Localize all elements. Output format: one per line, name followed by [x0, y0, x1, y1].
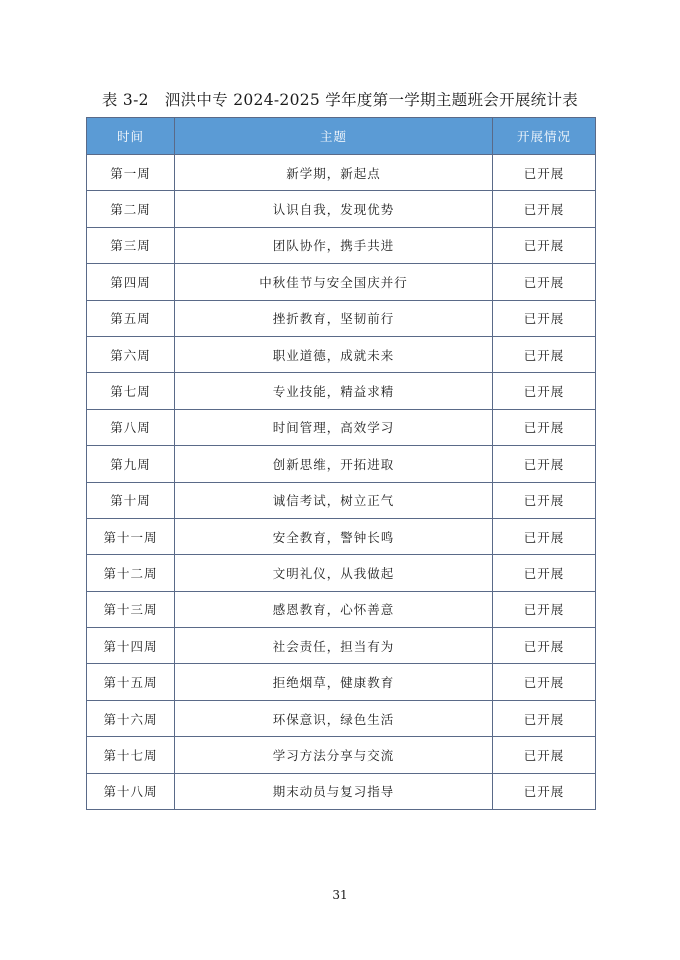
table-row [87, 591, 596, 627]
status-cell: 已开展 [493, 773, 596, 809]
table-row [87, 700, 596, 736]
status-cell: 已开展 [493, 373, 596, 409]
table-row [87, 773, 596, 809]
topic-cell: 专业技能，精益求精 [175, 373, 493, 409]
class-meeting-table [86, 117, 596, 810]
header-topic: 主题 [175, 118, 493, 155]
week-cell: 第九周 [87, 446, 175, 482]
week-cell: 第十八周 [87, 773, 175, 809]
table-caption-label: 表 3-2 [101, 91, 149, 109]
topic-cell: 感恩教育，心怀善意 [175, 591, 493, 627]
header-status: 开展情况 [493, 118, 596, 155]
table-row [87, 446, 596, 482]
topic-cell: 文明礼仪，从我做起 [175, 555, 493, 591]
status-cell: 已开展 [493, 628, 596, 664]
topic-cell: 诚信考试，树立正气 [175, 482, 493, 518]
table-row [87, 191, 596, 227]
table-row [87, 737, 596, 773]
table-row [87, 300, 596, 336]
table-row [87, 336, 596, 372]
status-cell: 已开展 [493, 300, 596, 336]
week-cell: 第三周 [87, 227, 175, 263]
status-cell: 已开展 [493, 446, 596, 482]
status-cell: 已开展 [493, 264, 596, 300]
topic-cell: 创新思维，开拓进取 [175, 446, 493, 482]
topic-cell: 社会责任，担当有为 [175, 628, 493, 664]
week-cell: 第十一周 [87, 518, 175, 554]
topic-cell: 拒绝烟草，健康教育 [175, 664, 493, 700]
topic-cell: 团队协作，携手共进 [175, 227, 493, 263]
topic-cell: 学习方法分享与交流 [175, 737, 493, 773]
week-cell: 第四周 [87, 264, 175, 300]
topic-cell: 中秋佳节与安全国庆并行 [175, 264, 493, 300]
topic-cell: 时间管理，高效学习 [175, 409, 493, 445]
table-row [87, 227, 596, 263]
status-cell: 已开展 [493, 555, 596, 591]
table-row [87, 155, 596, 191]
status-cell: 已开展 [493, 482, 596, 518]
topic-cell: 职业道德，成就未来 [175, 336, 493, 372]
table-row [87, 264, 596, 300]
status-cell: 已开展 [493, 227, 596, 263]
week-cell: 第十四周 [87, 628, 175, 664]
page-number: 31 [332, 888, 348, 902]
week-cell: 第十六周 [87, 700, 175, 736]
table-row [87, 409, 596, 445]
week-cell: 第二周 [87, 191, 175, 227]
status-cell: 已开展 [493, 664, 596, 700]
table-row [87, 628, 596, 664]
week-cell: 第十二周 [87, 555, 175, 591]
topic-cell: 环保意识，绿色生活 [175, 700, 493, 736]
table-caption [0, 88, 680, 110]
table-caption-title: 泗洪中专 2024-2025 学年度第一学期主题班会开展统计表 [164, 91, 579, 109]
table-row [87, 664, 596, 700]
week-cell: 第六周 [87, 336, 175, 372]
status-cell: 已开展 [493, 336, 596, 372]
topic-cell: 认识自我，发现优势 [175, 191, 493, 227]
status-cell: 已开展 [493, 737, 596, 773]
week-cell: 第八周 [87, 409, 175, 445]
table-row [87, 555, 596, 591]
status-cell: 已开展 [493, 191, 596, 227]
table-row [87, 518, 596, 554]
table-header-row [87, 118, 596, 155]
week-cell: 第十五周 [87, 664, 175, 700]
week-cell: 第十七周 [87, 737, 175, 773]
week-cell: 第一周 [87, 155, 175, 191]
week-cell: 第五周 [87, 300, 175, 336]
topic-cell: 挫折教育，坚韧前行 [175, 300, 493, 336]
week-cell: 第十周 [87, 482, 175, 518]
topic-cell: 新学期，新起点 [175, 155, 493, 191]
week-cell: 第十三周 [87, 591, 175, 627]
table-row [87, 373, 596, 409]
topic-cell: 安全教育，警钟长鸣 [175, 518, 493, 554]
status-cell: 已开展 [493, 155, 596, 191]
table-row [87, 482, 596, 518]
status-cell: 已开展 [493, 700, 596, 736]
topic-cell: 期末动员与复习指导 [175, 773, 493, 809]
status-cell: 已开展 [493, 591, 596, 627]
status-cell: 已开展 [493, 409, 596, 445]
status-cell: 已开展 [493, 518, 596, 554]
week-cell: 第七周 [87, 373, 175, 409]
header-time: 时间 [87, 118, 175, 155]
